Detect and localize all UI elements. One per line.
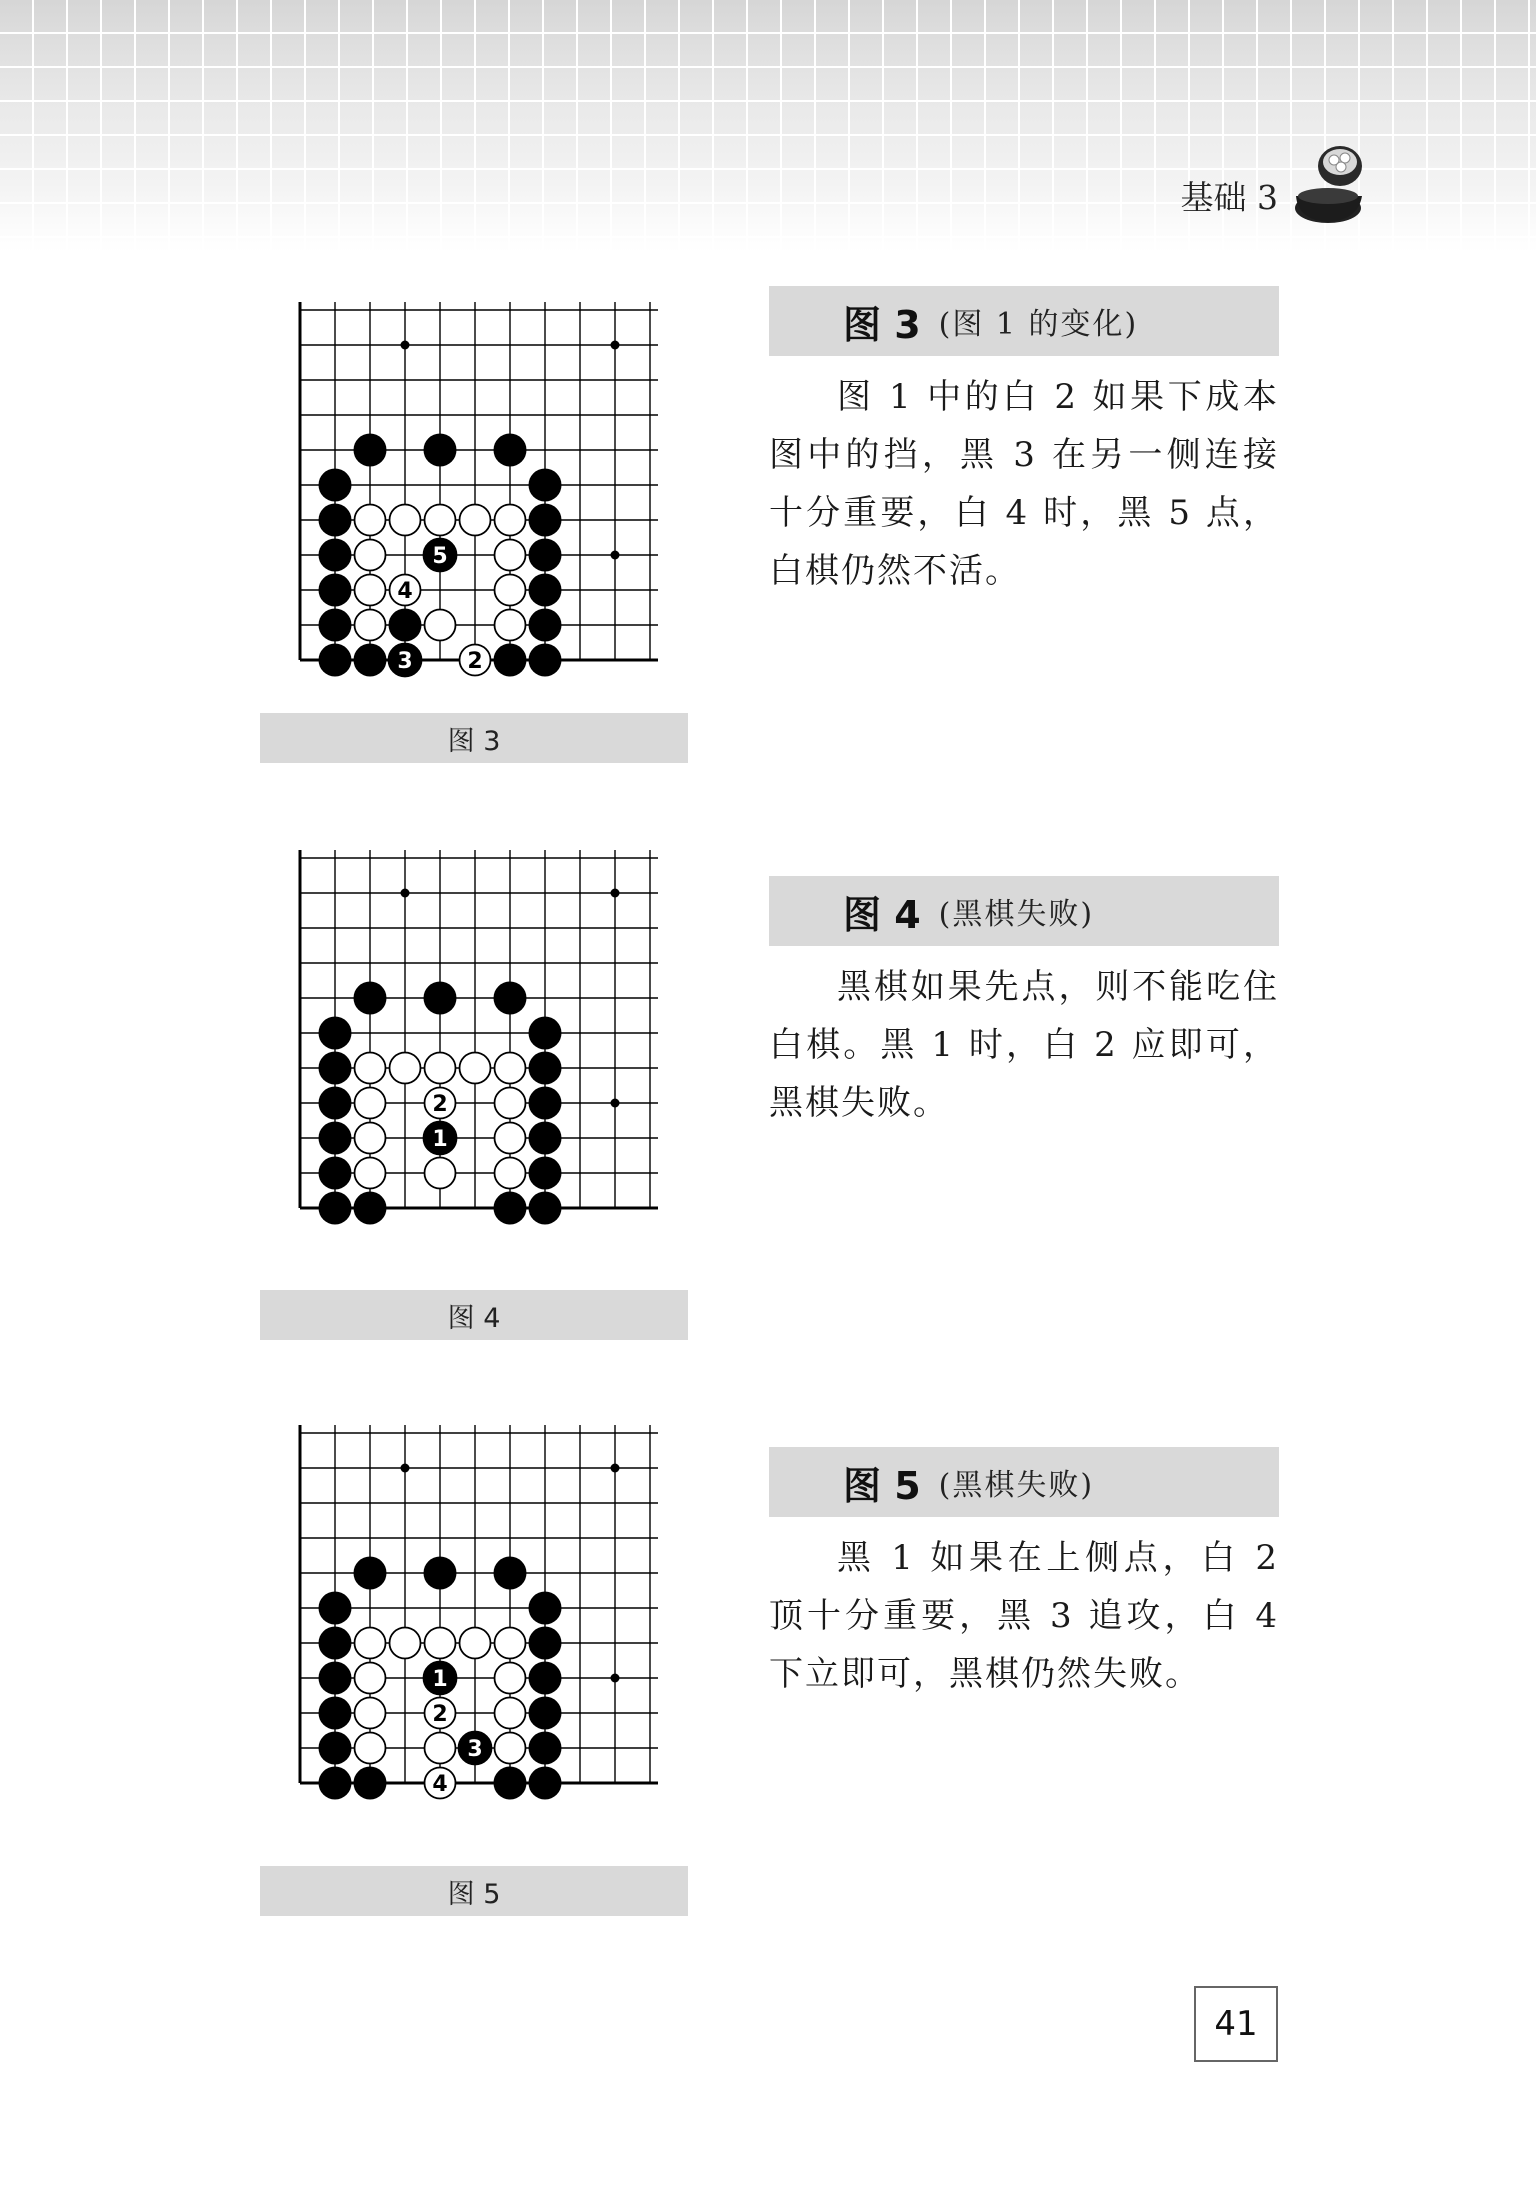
move-number: 3: [397, 649, 413, 674]
black-stone: [319, 1767, 352, 1800]
figure-body-text-3: 图 1 中的白 2 如果下成本图中的挡，黑 3 在另一侧连接十分重要，白 4 时，黑 5 点，白棋仍然不活。: [769, 377, 1279, 591]
black-stone: [494, 1767, 527, 1800]
white-stone: [355, 505, 386, 536]
star-point: [611, 1099, 620, 1108]
white-stone: [425, 1158, 456, 1189]
black-stone: [424, 982, 457, 1015]
figure-subtitle: (黑棋失败): [938, 1468, 1095, 1503]
white-stone: [460, 1053, 491, 1084]
star-point: [401, 341, 410, 350]
white-stone: [390, 1628, 421, 1659]
black-stone: [494, 644, 527, 677]
board-grid: [300, 302, 658, 660]
white-stone: [355, 575, 386, 606]
figure-subtitle: (黑棋失败): [938, 897, 1095, 932]
go-stone-bowl-icon: [1290, 138, 1370, 228]
black-stone: [529, 1087, 562, 1120]
move-number: 3: [467, 1737, 483, 1762]
black-stone: [319, 1192, 352, 1225]
black-stone: [319, 1122, 352, 1155]
white-stone: [425, 1733, 456, 1764]
white-stone: [390, 1053, 421, 1084]
move-number: 1: [432, 1127, 448, 1152]
figure-body-text-5: 黑 1 如果在上侧点，白 2 顶十分重要，黑 3 追攻，白 4 下立即可，黑棋仍然失败。: [769, 1538, 1279, 1694]
black-stone: [319, 1697, 352, 1730]
black-stone: [529, 1122, 562, 1155]
white-stone: [495, 1053, 526, 1084]
white-stone: [355, 1158, 386, 1189]
white-stone: [355, 1698, 386, 1729]
figure-title: 图 4: [843, 892, 921, 937]
black-stone: [529, 644, 562, 677]
black-stone: [529, 1732, 562, 1765]
chapter-label: 基础 3: [1180, 178, 1278, 217]
white-stone: [425, 505, 456, 536]
white-stone: [355, 1053, 386, 1084]
black-stone: [354, 982, 387, 1015]
white-stone: [425, 1053, 456, 1084]
black-stone: [424, 1557, 457, 1590]
star-point: [401, 1464, 410, 1473]
black-stone: [319, 574, 352, 607]
figure-heading-5: [769, 1447, 1279, 1517]
black-stone: [529, 1697, 562, 1730]
black-stone: [354, 1767, 387, 1800]
black-stone: [319, 539, 352, 572]
black-stone: [494, 982, 527, 1015]
black-stone: [529, 574, 562, 607]
black-stone: [494, 1557, 527, 1590]
black-stone: [529, 1192, 562, 1225]
go-board-fig3: [290, 300, 670, 710]
black-stone: [529, 1157, 562, 1190]
white-stone: [355, 540, 386, 571]
move-number: 2: [467, 649, 483, 674]
board-grid: [300, 1425, 658, 1783]
white-stone: [390, 505, 421, 536]
white-stone: [495, 1158, 526, 1189]
black-stone: [529, 1662, 562, 1695]
figure-caption-5: 图 5: [260, 1866, 688, 1916]
star-point: [611, 341, 620, 350]
black-stone: [424, 434, 457, 467]
figure-caption-3: 图 3: [260, 713, 688, 763]
move-number: 2: [432, 1092, 448, 1117]
figure-heading-4: [769, 876, 1279, 946]
white-stone: [495, 540, 526, 571]
white-stone: [495, 1698, 526, 1729]
black-stone: [529, 469, 562, 502]
white-stone: [495, 1663, 526, 1694]
black-stone: [319, 469, 352, 502]
star-point: [611, 1674, 620, 1683]
black-stone: [319, 1052, 352, 1085]
white-stone: [355, 1733, 386, 1764]
black-stone: [354, 1192, 387, 1225]
black-stone: [529, 609, 562, 642]
go-board-fig4: [290, 848, 670, 1258]
white-stone: [355, 1088, 386, 1119]
black-stone: [529, 504, 562, 537]
star-point: [611, 889, 620, 898]
white-stone: [460, 1628, 491, 1659]
white-stone: [425, 1628, 456, 1659]
black-stone: [319, 644, 352, 677]
black-stone: [529, 1767, 562, 1800]
white-stone: [460, 505, 491, 536]
figure-caption-4: 图 4: [260, 1290, 688, 1340]
black-stone: [389, 609, 422, 642]
figure-heading-3: [769, 286, 1279, 356]
black-stone: [529, 1627, 562, 1660]
black-stone: [319, 1627, 352, 1660]
move-number: 1: [432, 1667, 448, 1692]
white-stone: [355, 1663, 386, 1694]
move-number: 2: [432, 1702, 448, 1727]
black-stone: [494, 434, 527, 467]
black-stone: [354, 1557, 387, 1590]
board-grid: [300, 850, 658, 1208]
black-stone: [319, 1157, 352, 1190]
black-stone: [319, 1017, 352, 1050]
black-stone: [354, 434, 387, 467]
white-stone: [495, 610, 526, 641]
black-stone: [319, 609, 352, 642]
figure-body-text-4: 黑棋如果先点，则不能吃住白棋。黑 1 时，白 2 应即可，黑棋失败。: [769, 967, 1279, 1123]
black-stone: [319, 1662, 352, 1695]
star-point: [611, 1464, 620, 1473]
black-stone: [494, 1192, 527, 1225]
black-stone: [319, 1732, 352, 1765]
white-stone: [495, 575, 526, 606]
white-stone: [425, 610, 456, 641]
black-stone: [319, 504, 352, 537]
page-number: 41: [1194, 1986, 1278, 2062]
move-number: 5: [432, 544, 448, 569]
go-board-fig5: [290, 1423, 670, 1833]
white-stone: [495, 1733, 526, 1764]
white-stone: [495, 1628, 526, 1659]
white-stone: [355, 1123, 386, 1154]
black-stone: [354, 644, 387, 677]
white-stone: [495, 1088, 526, 1119]
white-stone: [355, 610, 386, 641]
white-stone: [495, 505, 526, 536]
move-number: 4: [397, 579, 413, 604]
black-stone: [319, 1592, 352, 1625]
black-stone: [529, 539, 562, 572]
star-point: [401, 889, 410, 898]
move-number: 4: [432, 1772, 448, 1797]
figure-title: 图 5: [843, 1463, 921, 1508]
black-stone: [529, 1017, 562, 1050]
white-stone: [355, 1628, 386, 1659]
star-point: [611, 551, 620, 560]
figure-subtitle: (图 1 的变化): [938, 307, 1139, 342]
black-stone: [529, 1592, 562, 1625]
figure-title: 图 3: [843, 302, 921, 347]
black-stone: [529, 1052, 562, 1085]
white-stone: [495, 1123, 526, 1154]
black-stone: [319, 1087, 352, 1120]
